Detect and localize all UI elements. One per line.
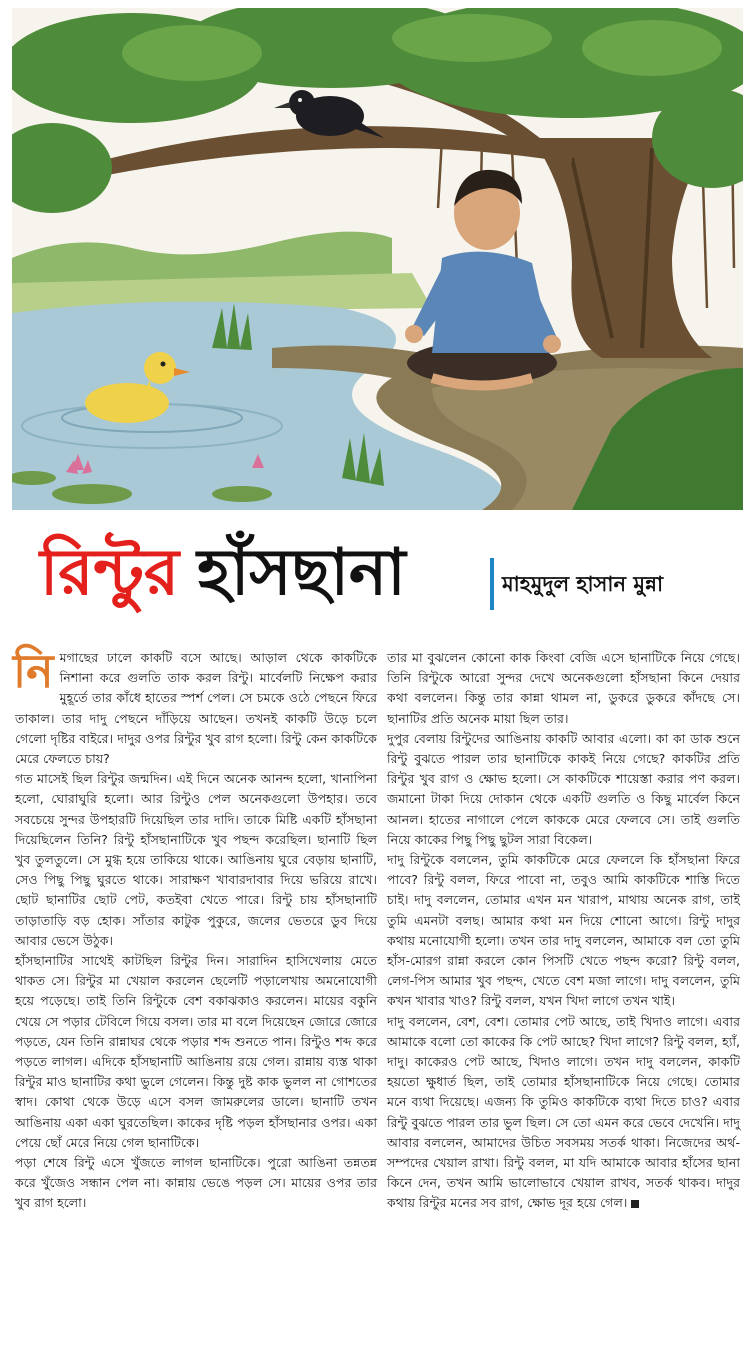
story-title — [40, 518, 406, 628]
paragraph-text: দাদু বললেন, বেশ, বেশ। তোমার পেট আছে, তাই খিদাও লাগে। এবার আমাকে বলো তো কাকের কি পেট আছে? খিদা লাগে? রিন্টু বলল, হ্যাঁ, দাদু। কাকেরও পেট আছে, খিদাও লাগে। তখন দাদু বললেন, কাকটি হয়তো ক্ষুধার্ত ছিল, তাই তোমার হাঁসছানাটিকে নিয়ে গেছে। তোমার মনে ব্যথা দিয়েছে। এজন্য কি তুমিও কাকটিকে ব্যথা দিতে চাও? এবার রিন্টু বুঝতে পারল তার ভুল ছিল। সে তো এমন করে ভেবে দেখেনি। দাদু আবার বললেন, আমাদের উচিত সবসময় সতর্ক থাকা। নিজেদের অর্থ-সম্পদের খেয়াল রাখা। রিন্টু বলল, মা যদি আমাকে আবার হাঁসের ছানা কিনে দেন, তখন আমি ভালোভাবে খেয়াল রাখব, সতর্ক থাকব। দাদুর কথায় রিন্টুর মনের সব রাগ, ক্ষোভ দূর হয়ে গেল। — [387, 1013, 740, 1211]
headline-band — [0, 518, 755, 633]
author-name: মাহমুদুল হাসান মুন্না — [502, 572, 664, 596]
article-column-left — [13, 644, 377, 1214]
drop-cap: নি — [13, 644, 54, 698]
paragraph: তার মা বুঝলেন কোনো কাক কিংবা বেজি এসে ছানাটিকে নিয়ে গেছে। তিনি রিন্টুকে আরো সুন্দর দেখে অনেকগুলো হাঁসছানা কিনে দেয়ার কথা বললেন। কিন্তু তার কান্না থামল না, ডুকরে ডুকরে কাঁদছে সে। ছানাটির প্রতি অনেক মায়া ছিল তার। — [387, 650, 740, 726]
paragraph — [13, 644, 377, 769]
title-author-divider — [490, 558, 494, 610]
story-illustration — [12, 8, 743, 510]
paragraph: দুপুর বেলায় রিন্টুদের আঙিনায় কাকটি আবার এলো। কা কা ডাক শুনে রিন্টু বুঝতে পারল তার ছানাটিকে কাকই নিয়ে গেছে? কাকটির প্রতি রিন্টুর খুব রাগ ও ক্ষোভ হলো। সে কাকটিকে শায়েস্তা করার পণ করল। জমানো টাকা দিয়ে দোকান থেকে একটি গুলতি ও কিছু মার্বেল কিনে আনল। হাতের নাগালে পেলে কাককে মেরে ফেলবে সে। তাই গুলতি নিয়ে কাকের পিছু পিছু ছুটল সারা বিকেল। — [387, 730, 740, 847]
pond-scene-illustration — [12, 8, 743, 510]
paragraph — [387, 1012, 740, 1214]
paragraph: দাদু রিন্টুকে বললেন, তুমি কাকটিকে মেরে ফেললে কি হাঁসছানা ফিরে পাবে? রিন্টু বলল, ফিরে পাবো না, তবুও আমি কাকটিকে শাস্তি দিতে চাই। দাদু বললেন, তোমার এখন মন খারাপ, মাথায় অনেক রাগ, তাই তুমি এমনটা বলছ। আমার কথা মন দিয়ে শোনো আগে। রিন্টু দাদুর কথায় মনোযোগী হলো। তখন তার দাদু বললেন, আমাকে বল তো তুমি হাঁস-মোরগ রান্না করলে কোন পিসটি খেতে পছন্দ করো? রিন্টু বলল, লেগ-পিস আমার খুব পছন্দ, খেতে বেশ মজা লাগে। দাদু বললেন, তুমি কখন খাবার খাও? রিন্টু বলল, যখন খিদা লাগে তখন খাই। — [387, 852, 740, 1009]
end-mark-icon — [631, 1200, 639, 1208]
article-column-right — [387, 648, 740, 1214]
paragraph: পড়া শেষে রিন্টু এসে খুঁজতে লাগল ছানাটিকে। পুরো আঙিনা তন্নতন্ন করে খুঁজেও সন্ধান পেল না। কান্নায় ভেঙে পড়ল সে। মায়ের ওপর তার খুব রাগ হলো। — [15, 1155, 377, 1211]
paragraph-text: মগাছের ঢালে কাকটি বসে আছে। আড়াল থেকে কাকটিকে নিশানা করে গুলতি তাক করল রিন্টু। মার্বেলটি নিক্ষেপ করার মুহূর্তে তার কাঁধে হাতের স্পর্শ পেল। সে চমকে ওঠে পেছনে ফিরে তাকাল। তার দাদু পেছনে দাঁড়িয়ে আছেন। তখনই কাকটি উড়ে চলে গেলো দৃষ্টির বাইরে। দাদুর ওপর রিন্টুর খুব রাগ হলো। রিন্টু কেন কাকটিকে মেরে ফেলতে চায়? — [15, 650, 377, 767]
title-part-black: হাঁসছানা — [197, 536, 406, 610]
paragraph: হাঁসছানাটির সাথেই কাটছিল রিন্টুর দিন। সারাদিন হাসিখেলায় মেতে থাকত সে। রিন্টুর মা খেয়াল করলেন ছেলেটি পড়ালেখায় অমনোযোগী হয়ে পড়েছে। তাই তিনি রিন্টুকে বেশ বকাঝকাও করলেন। মায়ের বকুনি খেয়ে সে পড়ার টেবিলে গিয়ে বসল। তার মা বলে দিয়েছেন জোরে জোরে পড়তে, যেন তিনি রান্নাঘর থেকে পড়ার শব্দ শুনতে পান। রিন্টুও শব্দ করে পড়তে লাগল। এদিকে হাঁসছানাটি আঙিনায় রয়ে গেল। রান্নায় ব্যস্ত থাকা রিন্টুর মাও ছানাটির কথা ভুলে গেলেন। কিন্তু দুষ্ট কাক ভুলল না গোশতের স্বাদ। কোথা থেকে উড়ে এসে বসল জামরুলের ডালে। ছানাটি তখন আঙিনায় একা একা ঘুরতেছিল। কাকের দৃষ্টি পড়ল হাঁসছানার ওপর। একা পেয়ে ছোঁ মেরে নিয়ে গেল ছানাটিকে। — [15, 953, 377, 1150]
title-part-red: রিন্টুর — [40, 536, 180, 610]
paragraph: গত মাসেই ছিল রিন্টুর জন্মদিন। এই দিনে অনেক আনন্দ হলো, খানাপিনা হলো, ঘোরাঘুরি হলো। আর রিন্টুও পেল অনেকগুলো উপহার। তবে সবচেয়ে সুন্দর উপহারটি দিয়েছিল তার দাদি। তাকে মিষ্টি একটি হাঁসছানা দিয়েছিলেন তিনি? রিন্টু হাঁসছানাটিকে খুব পছন্দ করেছিল। ছানাটি ছিল খুব তুলতুলে। সে মুগ্ধ হয়ে তাকিয়ে থাকে। আঙিনায় ঘুরে বেড়ায় ছানাটি, সেও পিছু পিছু ঘুরতে থাকে। সারাক্ষণ খাবারদাবার দিয়ে ভরিয়ে রাখে। ছোট ছানাটির ছোট পেট, কতইবা খেতে পারে। রিন্টু চায় হাঁসছানাটি তাড়াতাড়ি বড় হোক। সাঁতার কাটুক পুকুরে, জলের ভেতরে ডুব দিয়ে আবার ভেসে উঠুক। — [15, 771, 377, 948]
article-body — [13, 644, 740, 1333]
